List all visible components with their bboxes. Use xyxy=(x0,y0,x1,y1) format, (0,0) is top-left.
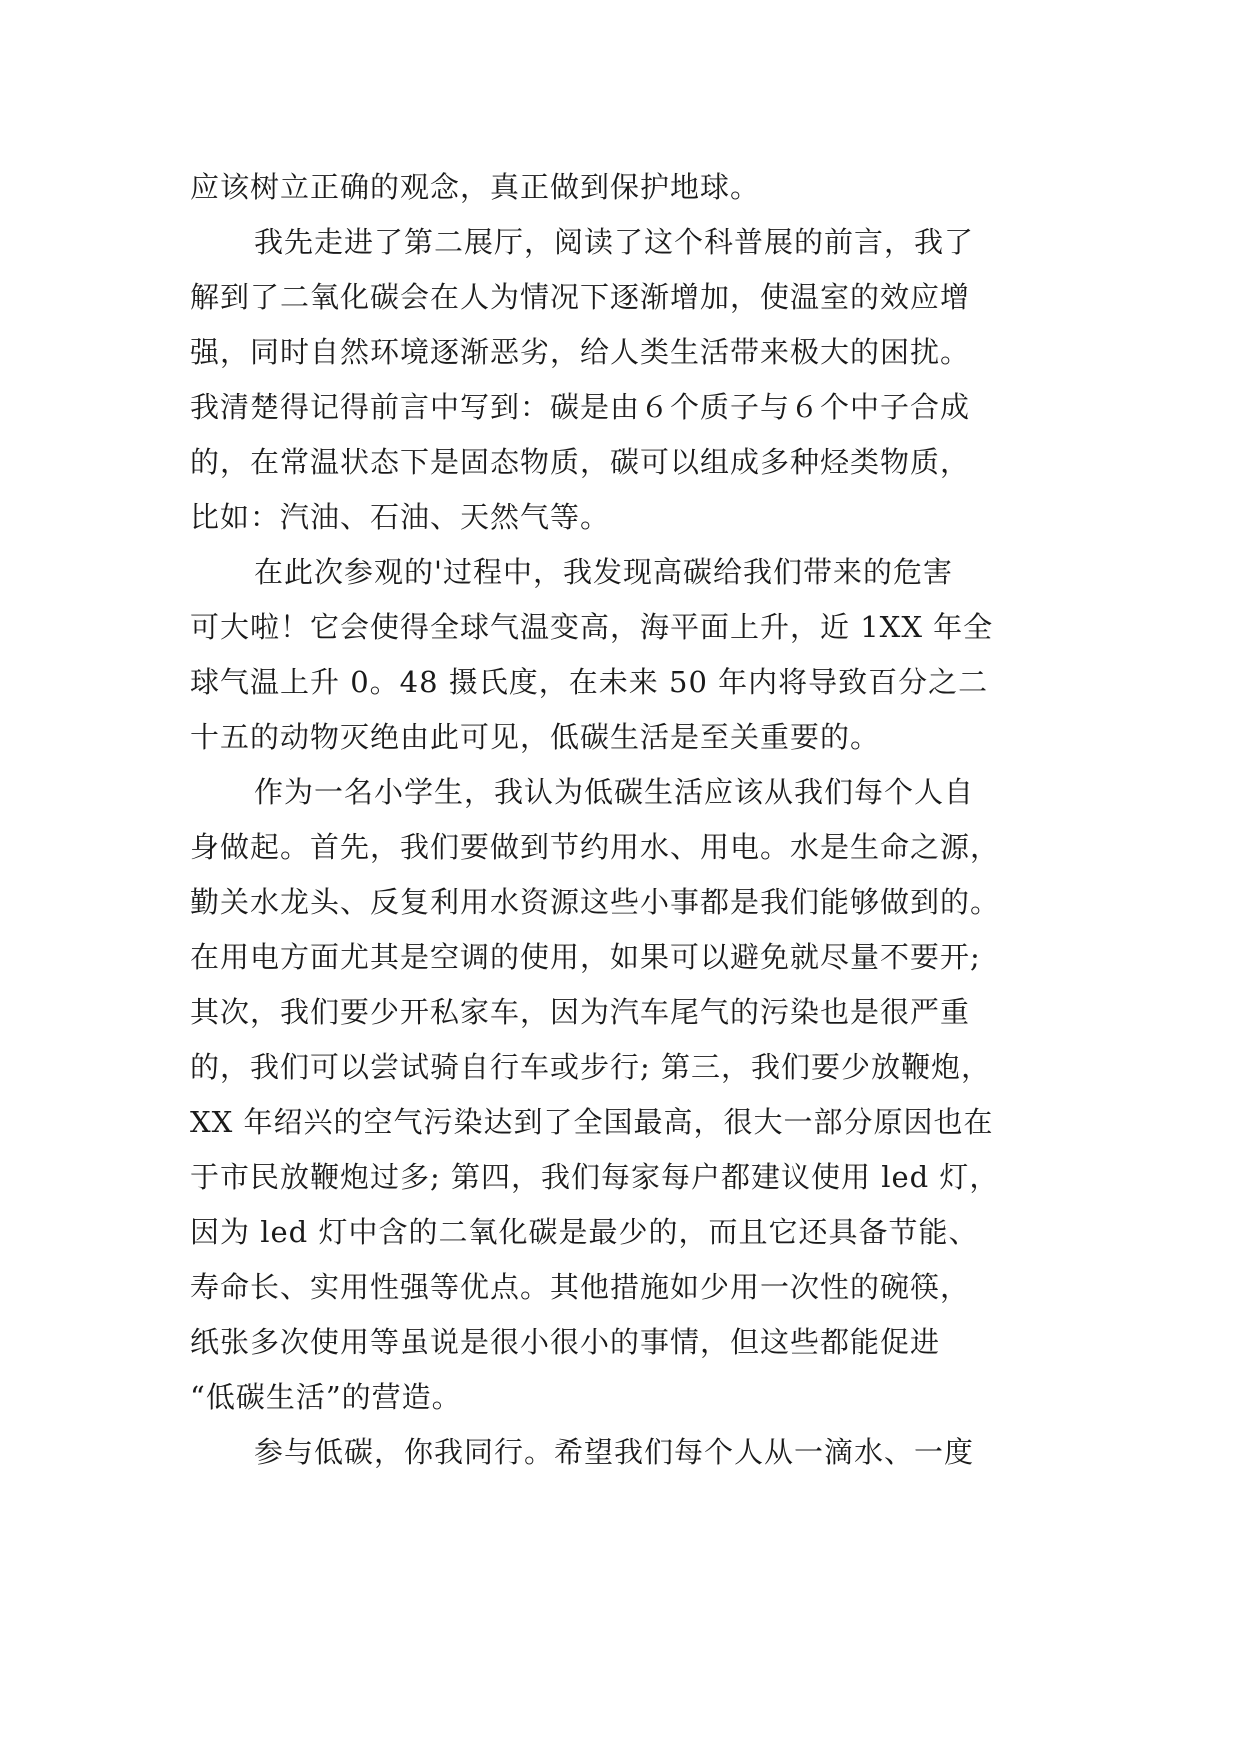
paragraph-first-line: 在此次参观的'过程中，我发现高碳给我们带来的危害 xyxy=(254,555,953,589)
text-line: 勤关水龙头、反复利用水资源这些小事都是我们能够做到的。 xyxy=(190,885,1001,919)
text-line: 的，我们可以尝试骑自行车或步行; 第三，我们要少放鞭炮， xyxy=(190,1050,991,1084)
text-line: 应该树立正确的观念，真正做到保护地球。 xyxy=(190,170,761,204)
paragraph-first-line: 作为一名小学生，我认为低碳生活应该从我们每个人自 xyxy=(254,775,975,809)
document-body xyxy=(190,160,1052,1480)
text-line: 可大啦！它会使得全球气温变高，海平面上升，近 1XX 年全 xyxy=(190,610,994,644)
text-line: 球气温上升 0。48 摄氏度，在未来 50 年内将导致百分之二 xyxy=(190,665,989,699)
paragraph-first-line: 参与低碳，你我同行。希望我们每个人从一滴水、一度 xyxy=(254,1435,975,1469)
text-line: 纸张多次使用等虽说是很小很小的事情，但这些都能促进 xyxy=(190,1325,941,1359)
text-line: 强，同时自然环境逐渐恶劣，给人类生活带来极大的困扰。 xyxy=(190,335,971,369)
text-line: 身做起。首先，我们要做到节约用水、用电。水是生命之源， xyxy=(190,830,1001,864)
text-line: 寿命长、实用性强等优点。其他措施如少用一次性的碗筷， xyxy=(190,1270,971,1304)
text-line: 解到了二氧化碳会在人为情况下逐渐增加，使温室的效应增 xyxy=(190,280,971,314)
text-line: “低碳生活”的营造。 xyxy=(190,1380,462,1414)
text-line: 我清楚得记得前言中写到：碳是由６个质子与６个中子合成 xyxy=(190,390,971,424)
text-line: XX 年绍兴的空气污染达到了全国最高，很大一部分原因也在 xyxy=(190,1105,994,1139)
text-line: 其次，我们要少开私家车，因为汽车尾气的污染也是很严重 xyxy=(190,995,971,1029)
paragraph-first-line: 我先走进了第二展厅，阅读了这个科普展的前言，我了 xyxy=(254,225,975,259)
text-line: 十五的动物灭绝由此可见，低碳生活是至关重要的。 xyxy=(190,720,881,754)
text-line: 比如：汽油、石油、天然气等。 xyxy=(190,500,611,534)
text-line: 于市民放鞭炮过多; 第四，我们每家每户都建议使用 led 灯， xyxy=(190,1160,1000,1194)
text-line: 的，在常温状态下是固态物质，碳可以组成多种烃类物质， xyxy=(190,445,971,479)
text-line: 在用电方面尤其是空调的使用，如果可以避免就尽量不要开; xyxy=(190,940,981,974)
text-line: 因为 led 灯中含的二氧化碳是最少的，而且它还具备节能、 xyxy=(190,1215,979,1249)
